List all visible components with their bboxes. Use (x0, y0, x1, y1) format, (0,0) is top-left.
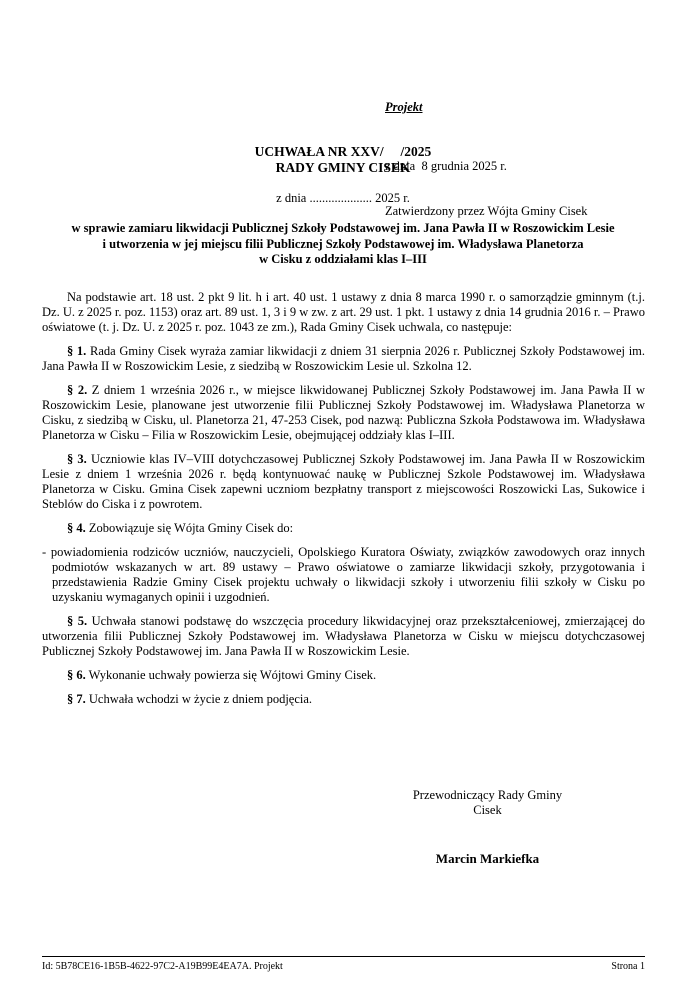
footer (42, 961, 645, 973)
subject-line-3: w Cisku z oddziałami klas I–III (259, 252, 427, 266)
paragraph-7 (42, 692, 645, 707)
paragraph-1-marker: § 1. (67, 344, 87, 358)
paragraph-4 (42, 521, 645, 536)
approved-by-line: Zatwierdzony przez Wójta Gminy Cisek (385, 204, 588, 218)
resolution-body (42, 290, 645, 716)
draft-date-line: z dnia 8 grudnia 2025 r. (385, 159, 507, 173)
paragraph-6-text: Wykonanie uchwały powierza się Wójtowi Gminy Cisek. (88, 668, 377, 682)
paragraph-2 (42, 383, 645, 443)
paragraph-2-text: Z dniem 1 września 2026 r., w miejsce likwidowanej Publicznej Szkoły Podstawowej im. Jana Pawła II w Roszowickim Lesie, planowane jest utworzenie filii Publicznej Szkoły Podstawowej im. Władysława Planetorza w Cisku, z siedzibą w Cisku, ul. Planetorza 21, 47-253 Cisek, pod nazwą: Publiczna Szkoła Podstawowa im. Władysława Planetorza w Cisku – Filia w Roszowickim Lesie, obejmującej oddziały klas I–III. (42, 383, 646, 442)
paragraph-3 (42, 452, 645, 512)
subject-line-2: i utworzenia w jej miejscu filii Publicznej Szkoły Podstawowej im. Władysława Planetorza (102, 236, 584, 251)
resolution-council: RADY GMINY CISEK (275, 159, 411, 175)
footer-page-number: Strona 1 (611, 961, 645, 972)
paragraph-4-text: Zobowiązuje się Wójta Gminy Cisek do: (88, 521, 294, 535)
resolution-subject (30, 221, 656, 268)
paragraph-7-marker: § 7. (67, 692, 86, 706)
footer-divider (42, 956, 645, 957)
paragraph-6 (42, 668, 645, 683)
legal-basis-paragraph: Na podstawie art. 18 ust. 2 pkt 9 lit. h i art. 40 ust. 1 ustawy z dnia 8 marca 1990 r. o samorządzie gminnym (t.j. Dz. U. z 2025 r. poz. 1153) oraz art. 89 ust. 1, 3 i 9 w zw. z art. 29 ust. 1 pkt. 1 ustawy z dnia 14 grudnia 2016 r. – Prawo oświatowe (t. j. Dz. U. z 2025 r. poz. 1043 ze zm.), Rada Gminy Cisek uchwala, co następuje: (42, 290, 645, 334)
paragraph-1 (42, 344, 645, 374)
paragraph-1-text: Rada Gminy Cisek wyraża zamiar likwidacji z dniem 31 sierpnia 2026 r. Publicznej Szkoły Podstawowej im. Jana Pawła II w Roszowickim Lesie, z siedzibą w Roszowickim Lesie ul. Szkolna 12. (42, 344, 646, 373)
signature-role-line-2: Cisek (473, 803, 502, 817)
resolution-date-placeholder: z dnia .................... 2025 r. (276, 191, 410, 205)
signature-role-block (345, 788, 630, 818)
resolution-heading (0, 144, 686, 175)
signature-role-line-1: Przewodniczący Rady Gminy (412, 788, 563, 802)
paragraph-4-list-item: - powiadomienia rodziców uczniów, nauczycieli, Opolskiego Kuratora Oświaty, związków zawodowych oraz innych podmiotów wskazanych w art. 89 ustawy – Prawo oświatowe o zamiarze likwidacji szkoły, przygotowania i przedstawienia Radzie Gminy Cisek projektu uchwały o likwidacji szkoły i utworzeniu filii szkoły w Cisku po uzyskaniu wymaganych opinii i uzgodnień. (42, 545, 645, 604)
paragraph-5 (42, 614, 645, 659)
draft-label: Projekt (385, 100, 423, 114)
paragraph-4-marker: § 4. (67, 521, 86, 535)
paragraph-2-marker: § 2. (67, 383, 88, 397)
resolution-number: UCHWAŁA NR XXV/ /2025 (254, 144, 432, 159)
paragraph-5-marker: § 5. (67, 614, 88, 628)
paragraph-7-text: Uchwała wchodzi w życie z dniem podjęcia. (88, 692, 313, 706)
signature-name: Marcin Markiefka (435, 851, 540, 866)
subject-line-1: w sprawie zamiaru likwidacji Publicznej Szkoły Podstawowej im. Jana Pawła II w Roszowickim Lesie (71, 221, 615, 235)
paragraph-5-text: Uchwała stanowi podstawę do wszczęcia procedury likwidacyjnej oraz przekształceniowej, zmierzającej do utworzenia filii Publicznej Szkoły Podstawowej im. Władysława Planetorza w Cisku w miejscu dotychczasowej Publicznej Szkoły Podstawowej im. Jana Pawła II w Roszowickim Lesie. (42, 614, 646, 658)
footer-document-id: Id: 5B78CE16-1B5B-4622-97C2-A19B99E4EA7A. Projekt (42, 961, 283, 972)
paragraph-3-marker: § 3. (67, 452, 87, 466)
paragraph-3-text: Uczniowie klas IV–VIII dotychczasowej Publicznej Szkoły Podstawowej im. Jana Pawła II w Roszowickim Lesie z dniem 1 września 2026 r. będą kontynuować naukę w Publicznej Szkole Podstawowej im. Władysława Planetorza w Cisku. Gmina Cisek zapewni uczniom bezpłatny transport z miejscowości Roszowicki Las, Sukowice i Steblów do Ciska i z powrotem. (42, 452, 646, 511)
paragraph-6-marker: § 6. (67, 668, 86, 682)
